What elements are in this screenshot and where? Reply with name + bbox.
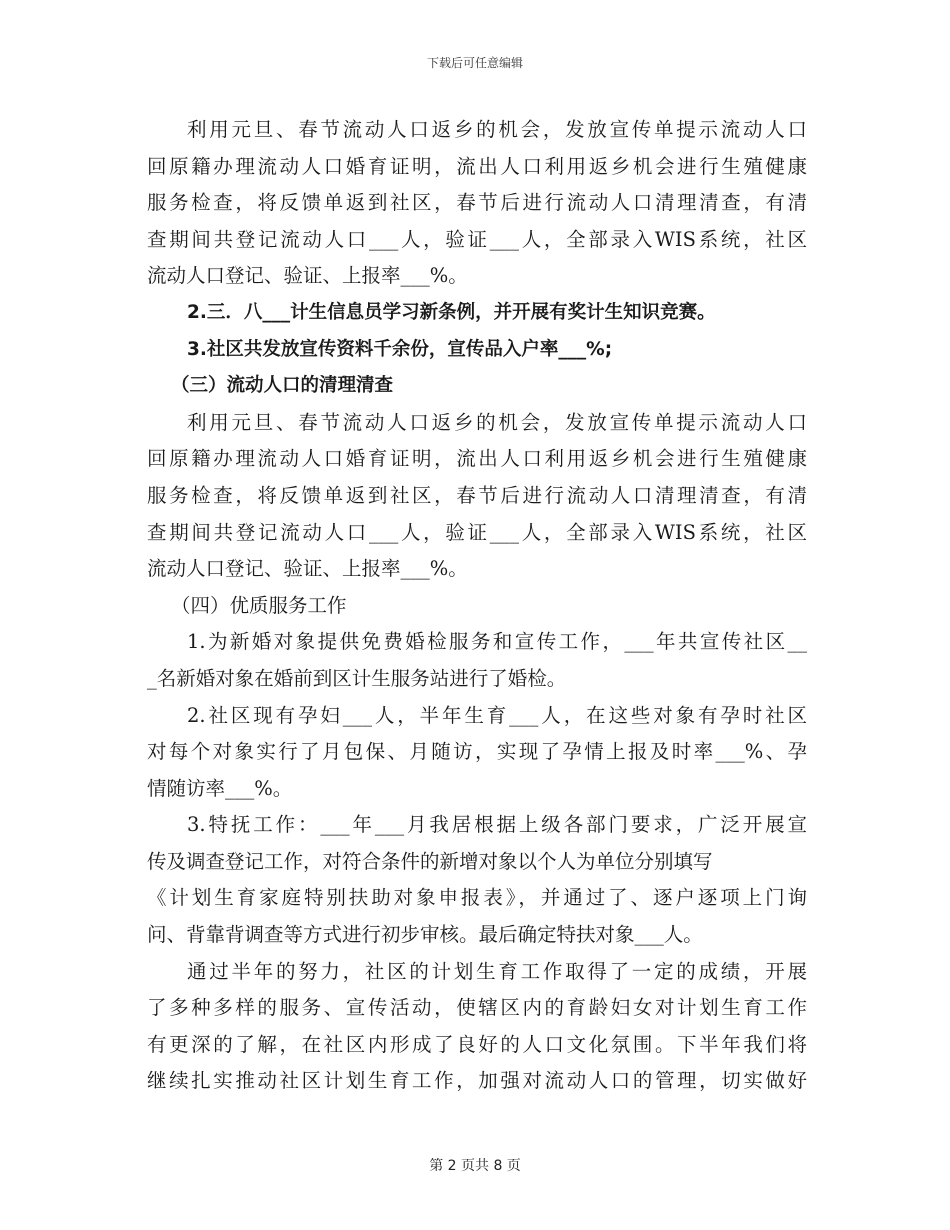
list-item-line: 情随访率___%。 (147, 776, 293, 800)
document-body (147, 112, 807, 1100)
paragraph-line: 服务检查，将反馈单返到社区，春节后进行流动人口清理清查，有清 (147, 191, 807, 215)
section-heading-3: （三）流动人口的清理清查 (171, 375, 394, 397)
page-header: 下载后可任意编辑 (426, 56, 523, 70)
paragraph-line: 回原籍办理流动人口婚育证明，流出人口利用返乡机会进行生殖健康 (147, 154, 807, 178)
paragraph-line: 利用元旦、春节流动人口返乡的机会，发放宣传单提示流动人口 (187, 118, 807, 141)
section-heading-4: （四）优质服务工作 (171, 593, 347, 617)
paragraph-line: 回原籍办理流动人口婚育证明，流出人口利用返乡机会进行生殖健康 (147, 447, 807, 471)
list-item-line: 1.为新婚对象提供免费婚检服务和宣传工作，___年共宣传社区__ (187, 630, 807, 654)
list-item-line: 问、背靠背调查等方式进行初步审核。最后确定特扶对象___人。 (147, 923, 703, 947)
paragraph-line: 流动人口登记、验证、上报率___%。 (147, 264, 468, 288)
paragraph-line: 通过半年的努力，社区的计划生育工作取得了一定的成绩，开展 (187, 959, 807, 983)
list-item-line: 3.特抚工作：___年___月我居根据上级各部门要求，广泛开展宣 (187, 813, 807, 837)
list-item-line: 2.社区现有孕妇___人，半年生育___人，在这些对象有孕时社区 (187, 703, 807, 727)
paragraph-line: 利用元旦、春节流动人口返乡的机会，发放宣传单提示流动人口 (187, 410, 807, 434)
page-footer: 第 2 页共 8 页 (429, 1158, 521, 1174)
paragraph-line: 了多种多样的服务、宣传活动，使辖区内的育龄妇女对计划生育工作 (147, 996, 807, 1020)
paragraph-line: 查期间共登记流动人口___人，验证___人，全部录入WIS系统，社区 (147, 520, 807, 544)
list-item-line: 对每个对象实行了月包保、月随访，实现了孕情上报及时率___%、孕 (147, 740, 807, 764)
bold-item-2: 2.三．八___计生信息员学习新条例，并开展有奖计生知识竞赛。 (187, 301, 716, 323)
list-item-line: 《计划生育家庭特别扶助对象申报表》，并通过了、逐户逐项上门询 (147, 886, 807, 910)
paragraph-line: 查期间共登记流动人口___人，验证___人，全部录入WIS系统，社区 (147, 227, 807, 251)
paragraph-line: 流动人口登记、验证、上报率___%。 (147, 557, 468, 581)
list-item-line: _名新婚对象在婚前到区计生服务站进行了婚检。 (147, 666, 567, 690)
list-item-line: 传及调查登记工作，对符合条件的新增对象以个人为单位分别填写 (147, 849, 713, 873)
paragraph-line: 继续扎实推动社区计划生育工作，加强对流动人口的管理，切实做好 (147, 1069, 807, 1093)
bold-item-3: 3.社区共发放宣传资料千余份，宣传品入户率___%; (187, 338, 613, 360)
paragraph-line: 有更深的了解，在社区内形成了良好的人口文化氛围。下半年我们将 (147, 1032, 807, 1056)
paragraph-line: 服务检查，将反馈单返到社区，春节后进行流动人口清理清查，有清 (147, 483, 807, 507)
